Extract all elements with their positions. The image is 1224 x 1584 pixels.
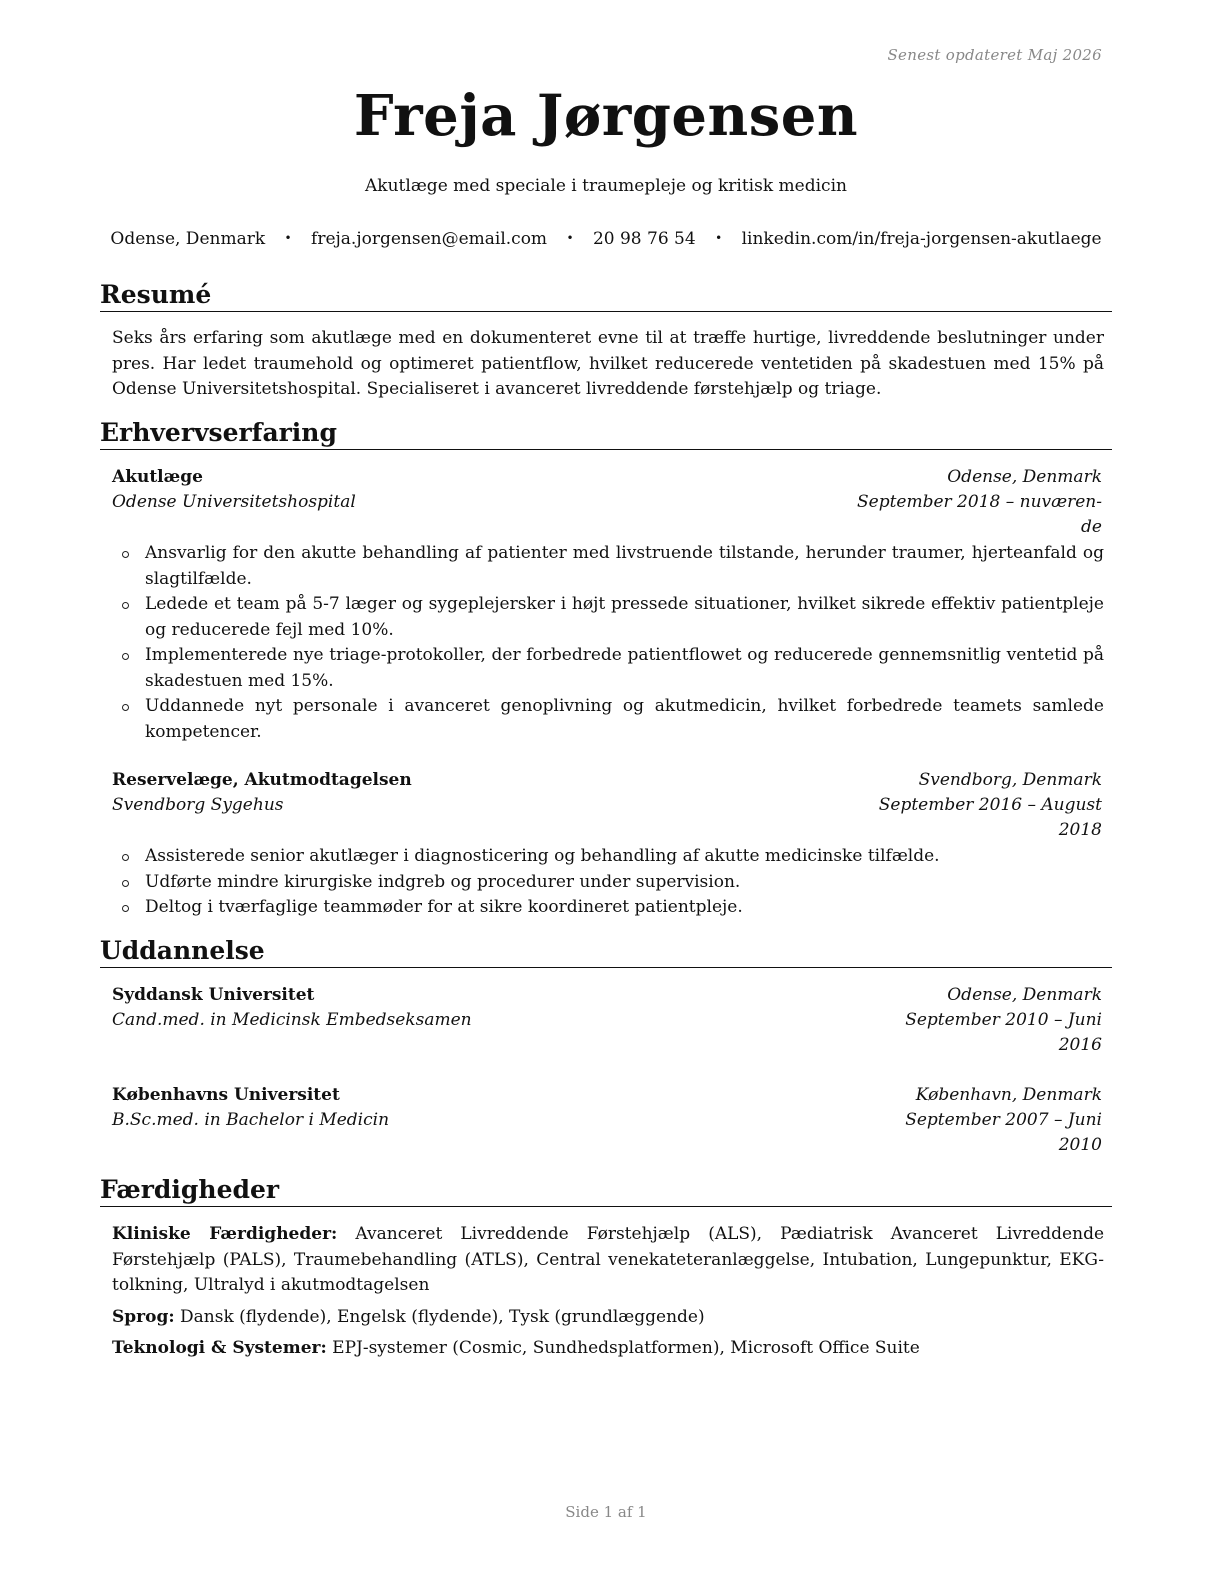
education-dates-line2: 2016: [1058, 1035, 1102, 1055]
contact-linkedin[interactable]: linkedin.com/in/freja-jorgensen-akutlaege: [741, 229, 1102, 249]
skill-group-label: Sprog:: [112, 1306, 175, 1327]
list-item: Ledede et team på 5-7 læger og sygeplejersker i højt pressede situationer, hvilket sikrede effektiv patientpleje og reducerede fejl med 10%.: [112, 592, 1104, 643]
contact-email[interactable]: freja.jorgensen@email.com: [311, 229, 548, 249]
job-bullets: [112, 541, 1104, 745]
job-entry: [112, 768, 1102, 843]
skill-group-value: Dansk (flydende), Engelsk (flydende), Tysk (grundlæggende): [180, 1306, 705, 1327]
section-heading-skills: Færdigheder: [100, 1176, 1112, 1207]
list-item: Uddannede nyt personale i avanceret genoplivning og akutmedicin, hvilket forbedrede teamets samlede kompetencer.: [112, 694, 1104, 745]
education-dates-line1: September 2010 – Juni: [905, 1010, 1102, 1030]
contact-location: Odense, Denmark: [110, 229, 266, 249]
job-dates-line1: September 2018 – nuværen-: [856, 492, 1102, 512]
skill-group-label: Teknologi & Systemer:: [112, 1338, 327, 1358]
summary-text: Seks års erfaring som akutlæge med en dokumenteret evne til at træffe hurtige, livreddende beslutninger under pres. Har ledet traumehold og optimeret patientflow, hvilket reducerede ventetiden på skadestuen med 15% på Odense Universitetshospital. Specialiseret i avanceret livreddende førstehjælp og triage.: [112, 328, 1104, 399]
list-item: Udførte mindre kirurgiske indgreb og procedurer under supervision.: [112, 870, 1104, 896]
job-employer: Svendborg Sygehus: [112, 795, 284, 815]
candidate-name: Freja Jørgensen: [353, 83, 859, 149]
bullet-separator: •: [284, 231, 292, 245]
bullet-separator: •: [715, 231, 723, 245]
job-title: Akutlæge: [112, 467, 203, 487]
job-entry: [112, 465, 1102, 540]
last-updated: Senest opdateret Maj 2026: [887, 46, 1102, 64]
skills-list: [112, 1222, 1104, 1368]
education-dates-line2: 2010: [1058, 1135, 1102, 1155]
school-name: Københavns Universitet: [112, 1085, 340, 1105]
list-item: Deltog i tværfaglige teammøder for at sikre koordineret patientpleje.: [112, 895, 1104, 921]
page-number: Side 1 af 1: [565, 1503, 647, 1521]
section-heading-summary: Resumé: [100, 281, 1112, 312]
school-location: København, Denmark: [915, 1085, 1102, 1105]
job-dates: [852, 490, 1102, 540]
contact-phone: 20 98 76 54: [592, 229, 696, 249]
education-entry: [112, 1083, 1102, 1158]
education-dates: [852, 1108, 1102, 1158]
skill-group-value: Avanceret Livreddende Førstehjælp (ALS), Pædiatrisk Avanceret Livreddende Førstehjælp (PALS), Traumebehandling (ATLS), Central venekateteranlæggelse, Intubation, Lungepunktur, EKG-tolkning, Ultralyd i akutmodtagelsen: [112, 1224, 1105, 1295]
education-entry: [112, 983, 1102, 1058]
job-dates: [852, 793, 1102, 843]
degree: B.Sc.med. in Bachelor i Medicin: [112, 1110, 390, 1130]
school-location: Odense, Denmark: [947, 985, 1102, 1005]
job-location: Svendborg, Denmark: [918, 770, 1102, 790]
job-dates-line2: 2018: [1058, 820, 1102, 840]
tagline: Akutlæge med speciale i traumepleje og kritisk medicin: [365, 176, 847, 196]
skill-group-value: EPJ-systemer (Cosmic, Sundhedsplatformen), Microsoft Office Suite: [332, 1338, 920, 1358]
resume-page: [100, 0, 1112, 1584]
job-employer: Odense Universitetshospital: [112, 492, 356, 512]
school-name: Syddansk Universitet: [112, 985, 315, 1005]
section-heading-education: Uddannelse: [100, 937, 1112, 968]
job-bullets: [112, 844, 1104, 921]
list-item: Assisterede senior akutlæger i diagnosticering og behandling af akutte medicinske tilfælde.: [112, 844, 1104, 870]
section-heading-experience: Erhvervserfaring: [100, 419, 1112, 450]
contact-line: [100, 229, 1112, 249]
list-item: Implementerede nye triage-protokoller, der forbedrede patientflowet og reducerede gennemsnitlig ventetid på skadestuen med 15%.: [112, 643, 1104, 694]
skill-group-label: Kliniske Færdigheder:: [112, 1224, 338, 1244]
bullet-separator: •: [566, 231, 574, 245]
job-dates-line2: de: [1081, 517, 1102, 537]
job-title: Reservelæge, Akutmodtagelsen: [112, 770, 412, 790]
skill-group: [112, 1336, 1104, 1362]
degree: Cand.med. in Medicinsk Embedseksamen: [112, 1010, 472, 1030]
job-location: Odense, Denmark: [947, 467, 1102, 487]
education-dates: [852, 1008, 1102, 1058]
skill-group: [112, 1305, 1104, 1331]
job-dates-line1: September 2016 – August: [878, 795, 1102, 815]
education-dates-line1: September 2007 – Juni: [905, 1110, 1102, 1130]
list-item: Ansvarlig for den akutte behandling af patienter med livstruende tilstande, herunder traumer, hjerteanfald og slagtilfælde.: [112, 541, 1104, 592]
skill-group: [112, 1222, 1104, 1299]
